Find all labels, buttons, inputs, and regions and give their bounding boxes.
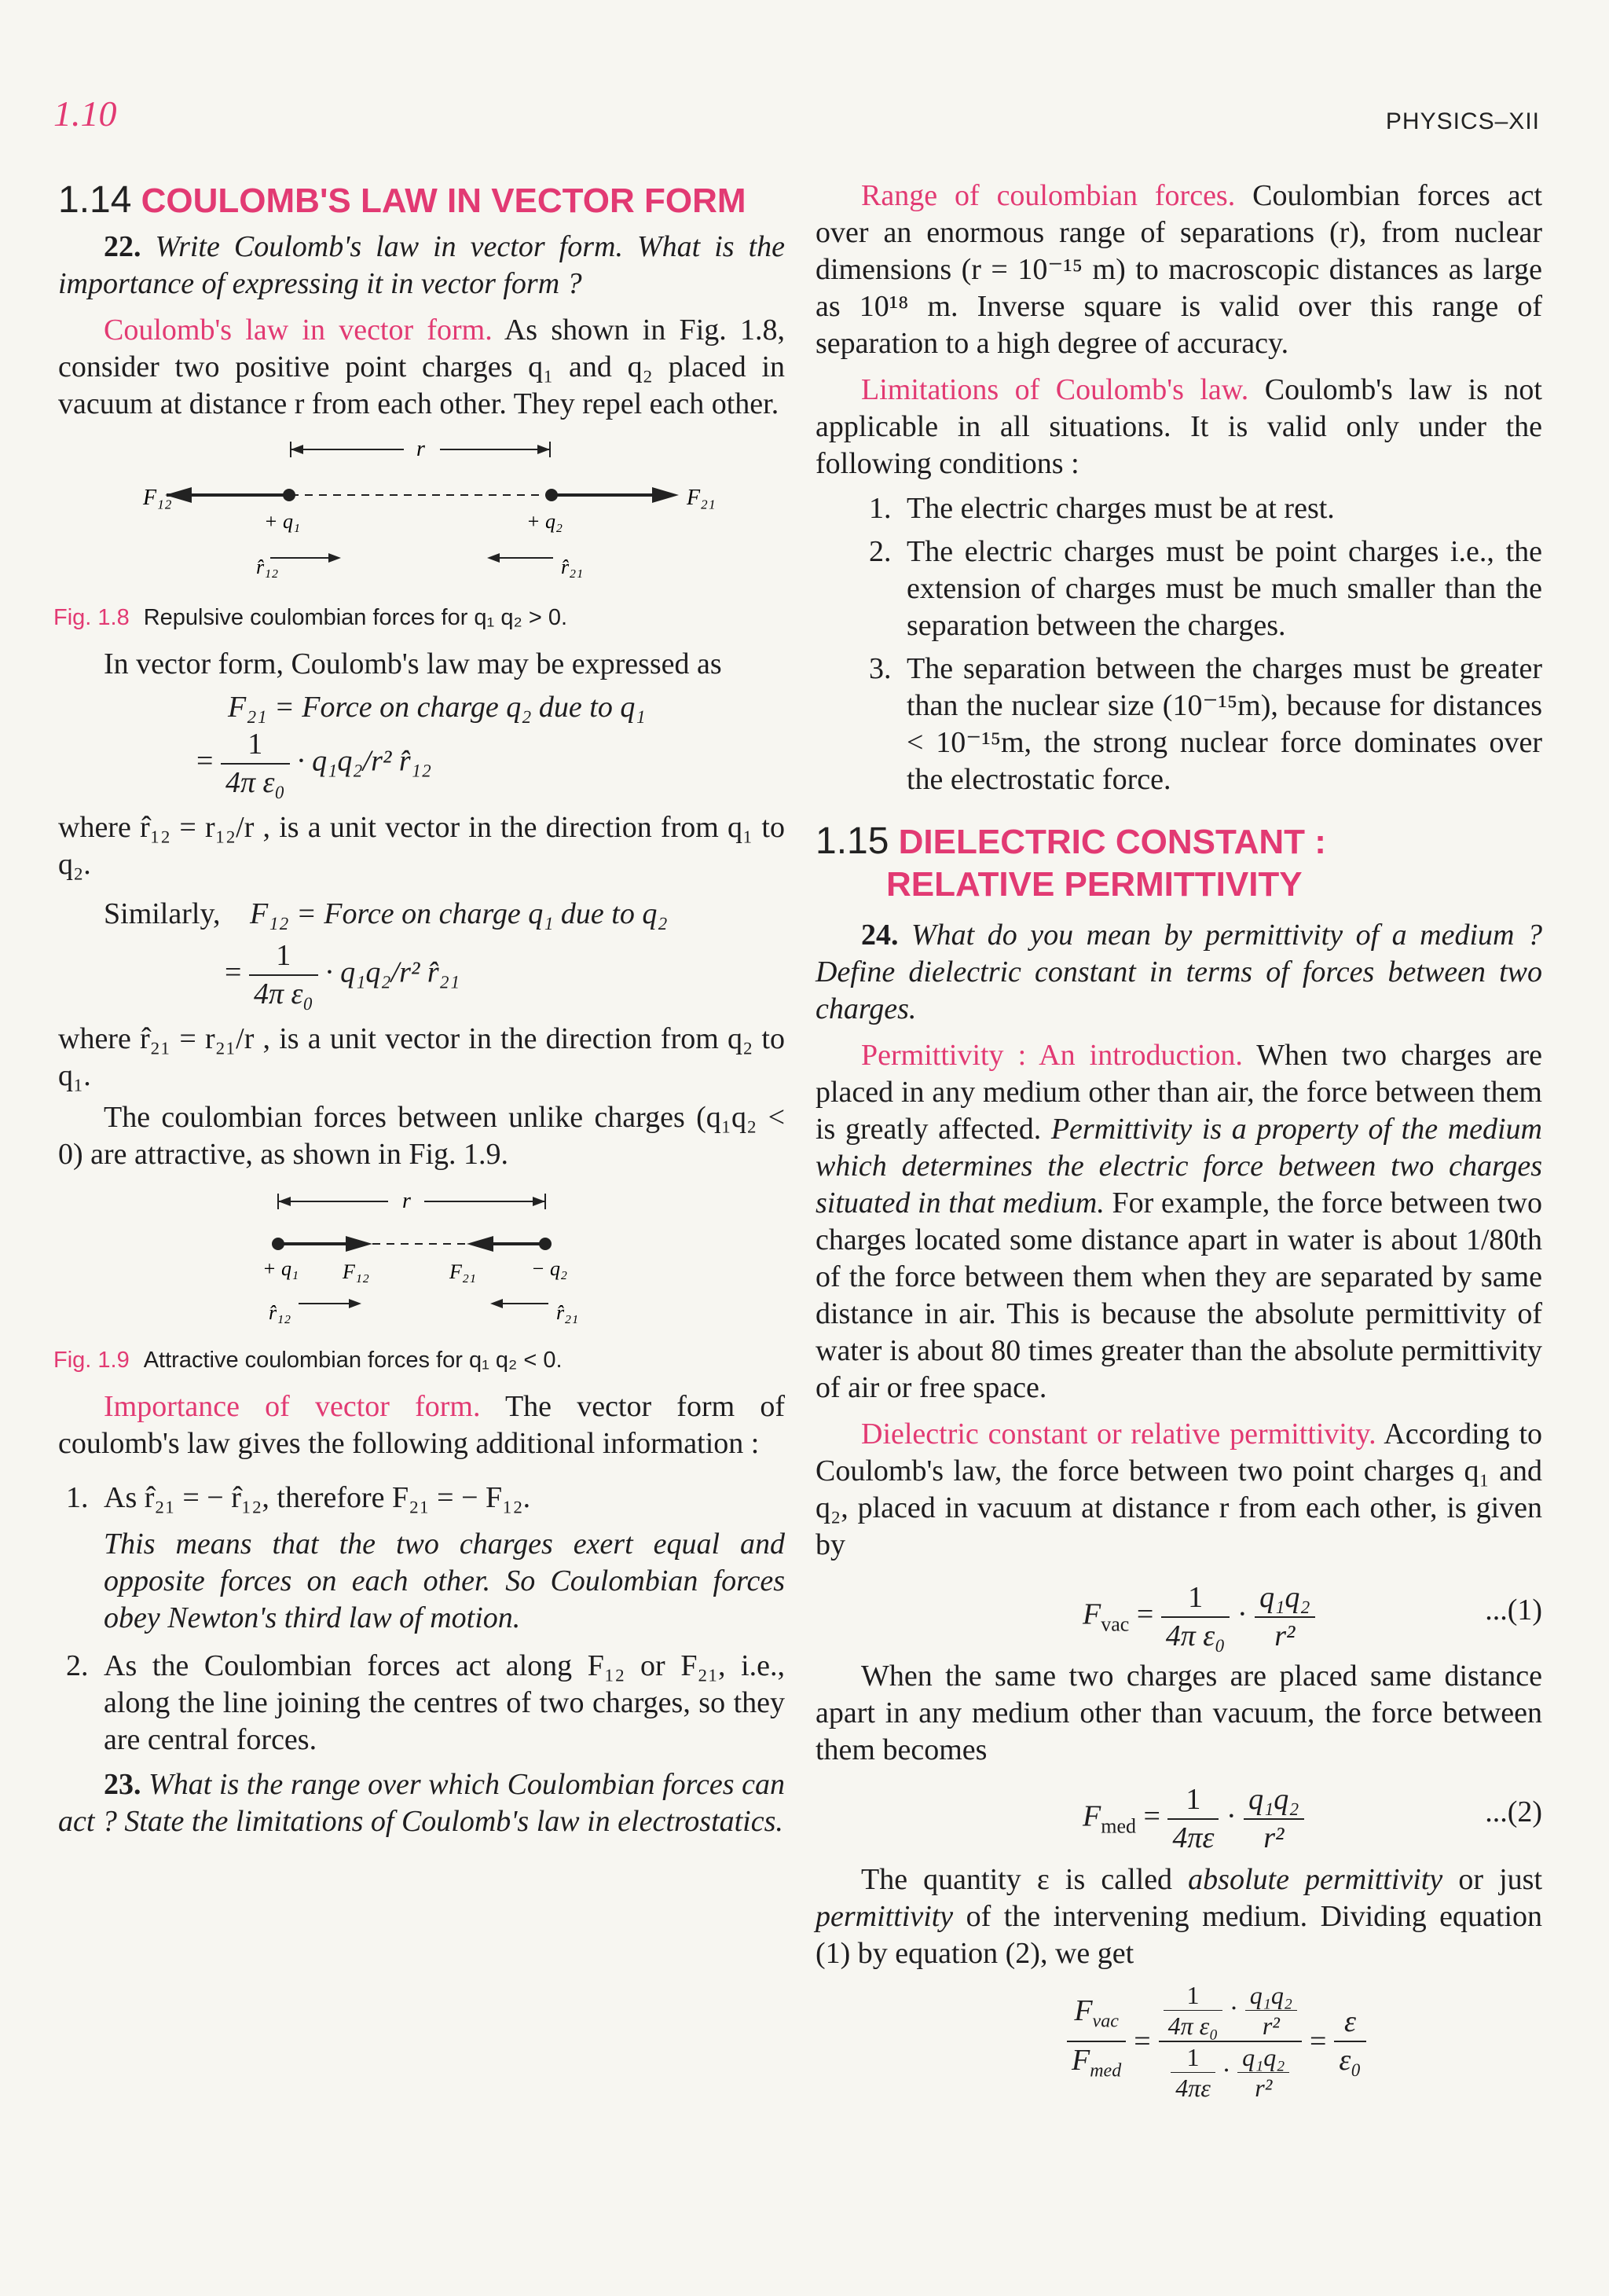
section-1-14-heading	[58, 179, 785, 222]
question-number: 22.	[104, 230, 141, 263]
paragraph-dielectric	[815, 1416, 1542, 1564]
fraction: $\frac{1}{4\pi\varepsilon}$	[1167, 1781, 1219, 1857]
charge-q2-dot	[545, 489, 558, 501]
paragraph-text: The vector form of coulomb's law gives the following additional information :	[58, 1390, 785, 1460]
caption-label: Fig. 1.9	[53, 1348, 130, 1373]
figure-1-8-caption	[53, 602, 785, 633]
question-text: Write Coulomb's law in vector form. What is the importance of expressing it in vector form ?	[58, 230, 786, 300]
question-number: 24.	[861, 919, 899, 952]
paragraph-limitations	[815, 372, 1542, 482]
similarly-label: Similarly,	[104, 897, 221, 930]
charge-q2-dot	[539, 1238, 552, 1250]
caption-label: Fig. 1.8	[53, 605, 130, 630]
equation-f21-tail: · q₁q₂/r² r̂₁₂	[297, 744, 432, 778]
equation-f12: Similarly, F₁₂ = Force on charge q₁ due to q₂ = $\frac{1}{\text{4π ε₀}}$ · q₁q₂/r² r̂₂₁	[58, 896, 785, 1013]
importance-list	[58, 1480, 785, 1759]
fraction: $\frac{1}{\text{4π ε₀}}$ · $\frac{\text{q₁q₂}}{\text{r²}}$ $\frac{1}{4\pi\varepsilon}$ · $\frac{\text{q₁q₂}}{\text{r²}}$	[1159, 1980, 1302, 2103]
equation-tag: ...(1)	[1485, 1594, 1542, 1627]
list-item: 1. The electric charges must be at rest.	[869, 492, 1335, 525]
fraction: $\frac{\text{q₁q₂}}{\text{r²}}$	[1244, 1781, 1303, 1857]
fig18-f12-label: F₁₂	[143, 486, 172, 510]
list-item: 2. As the Coulombian forces act along F₁₂ or F₂₁, i.e., along the line joining the centres of two charges, so they are central forces.	[66, 1649, 785, 1756]
list-item: 1. As r̂₂₁ = − r̂₁₂, therefore F₂₁ = − F₁₂. This means that the two charges exert equal and opposite forces on each other. So Coulombian forces obey Newton's third law of motion.	[66, 1481, 785, 1634]
figure-1-8	[58, 427, 785, 585]
section-title-line-1: DIELECTRIC CONSTANT :	[898, 823, 1326, 861]
fig19-r-label: r	[402, 1189, 411, 1213]
paragraph-importance	[58, 1388, 785, 1462]
question-22	[58, 229, 785, 303]
paragraph-text: Coulombian forces act over an enormous range of separations (r), from nuclear dimensions (r = 10⁻¹⁵ m) to macroscopic distances as large as 10¹⁸ m. Inverse square is valid over this range of separation to a high degree of accuracy.	[815, 179, 1542, 360]
paragraph-text: According to Coulomb's law, the force between two point charges q₁ and q₂, placed in vacuum at distance r from each other, is given by	[815, 1418, 1542, 1561]
caption-text: Repulsive coulombian forces for q₁ q₂ > 0.	[143, 605, 568, 630]
equation-1: $F_{vac}$ = $\frac{1}{\text{4π ε₀}}$ · $\frac{\text{q₁q₂}}{\text{r²}}$ ...(1)	[815, 1568, 1542, 1647]
running-head: PHYSICS–XII	[1385, 108, 1540, 134]
fig18-r12-label: r̂₁₂	[256, 556, 279, 578]
equation-ratio: $\frac{F_{vac}}{F_{med}}$ = $\frac{1}{\text{4π ε₀}}$ · $\frac{\text{q₁q₂}}{\text{r²}}$ $\frac{1}{4\pi\varepsilon}$ · $\frac{\text{q₁q₂}}{\text{r²}}$ = $\frac{\varepsilon}{\text{ε₀}}$	[815, 1975, 1542, 2125]
fraction: $\frac{1}{\text{4π ε₀}}$	[249, 937, 318, 1013]
paragraph-text: As shown in Fig. 1.8, consider two positive point charges q₁ and q₂ placed in vacuum at distance r from each other. They repel each other.	[58, 314, 785, 420]
paragraph-vector-form	[58, 312, 785, 423]
list-item: 2. The electric charges must be point charges i.e., the extension of charges must be much smaller than the separation between the charges.	[869, 535, 1542, 642]
paragraph-text: Coulomb's law is not applicable in all situations. It is valid only under the following conditions :	[815, 373, 1542, 480]
equation-f21: F₂₁ = Force on charge q₂ due to q₁ = $\frac{1}{\text{4π ε₀}}$ · q₁q₂/r² r̂₁₂	[58, 689, 785, 801]
paragraph-where-r12: where r̂₁₂ = r₁₂/r , is a unit vector in the direction from q₁ to q₂.	[58, 811, 785, 881]
equation-2: $F_{med}$ = $\frac{1}{4\pi\varepsilon}$ · $\frac{\text{q₁q₂}}{\text{r²}}$ ...(2)	[815, 1773, 1542, 1852]
fig18-r-label: r	[416, 437, 425, 461]
limitations-list	[815, 490, 1542, 798]
paragraph-lead: Limitations of Coulomb's law.	[861, 373, 1249, 406]
fig19-q2-label: − q₂	[531, 1257, 568, 1280]
figure-1-9-caption	[53, 1344, 785, 1376]
paragraph-where-r21: where r̂₂₁ = r₂₁/r , is a unit vector in the direction from q₂ to q₁.	[58, 1022, 785, 1092]
paragraph-unlike-charges: The coulombian forces between unlike charges (q₁q₂ < 0) are attractive, as shown in Fig. 1.9.	[58, 1101, 785, 1171]
paragraph-permittivity: Permittivity : An introduction. When two charges are placed in any medium other than air, the force between them is greatly affected. Permittivity is a property of the medium which determines the electric force between two charges situated in that medium. For example, the force between two charges located some distance apart in water is about 1/80th of the force between them when they are separated by same distance in air. This is because the absolute permittivity of water is about 80 times greater than the absolute permittivity of air or free space.	[815, 1039, 1542, 1404]
charge-q1-dot	[283, 489, 295, 501]
fraction: $\frac{1}{\text{4π ε₀}}$	[221, 726, 290, 801]
question-23	[58, 1766, 785, 1840]
fig18-q2-label: + q₂	[526, 510, 563, 533]
section-1-15-heading	[815, 820, 1542, 906]
section-number: 1.15	[815, 820, 889, 862]
paragraph-vector-expression: In vector form, Coulomb's law may be expressed as	[104, 647, 722, 680]
paragraph-lead: Range of coulombian forces.	[861, 179, 1236, 212]
fraction: $\frac{F_{vac}}{F_{med}}$	[1067, 1993, 1126, 2089]
left-column	[53, 179, 786, 1840]
fraction: $\frac{\varepsilon}{\text{ε₀}}$	[1334, 2004, 1365, 2079]
fig19-f21-label: F₂₁	[449, 1260, 476, 1283]
paragraph-lead: Permittivity : An introduction.	[861, 1039, 1243, 1072]
question-number: 23.	[104, 1768, 141, 1801]
paragraph-lead: Importance of vector form.	[104, 1390, 481, 1423]
fraction: $\frac{\text{q₁q₂}}{\text{r²}}$	[1255, 1579, 1314, 1655]
figure-1-9	[58, 1178, 785, 1327]
right-column	[815, 178, 1542, 2125]
section-title: COULOMB'S LAW IN VECTOR FORM	[141, 182, 746, 220]
equation-tag: ...(2)	[1485, 1795, 1542, 1828]
fig19-f12-label: F₁₂	[343, 1260, 369, 1283]
fig18-r21-label: r̂₂₁	[561, 556, 584, 578]
section-title-line-2: RELATIVE PERMITTIVITY	[886, 865, 1303, 904]
equation-f12-lhs: F₁₂ = Force on charge q₁ due to q₂	[249, 897, 668, 930]
list-item: 3. The separation between the charges must be greater than the nuclear size (10⁻¹⁵m), because for distances < 10⁻¹⁵m, the strong nuclear force dominates over the electrostatic force.	[869, 652, 1542, 796]
fig19-r21-label: r̂₂₁	[556, 1301, 579, 1324]
fig18-f21-label: F₂₁	[687, 486, 716, 510]
question-text: What is the range over which Coulombian forces can act ? State the limitations of Coulomb's law in electrostatics.	[58, 1768, 785, 1838]
equation-f12-tail: · q₁q₂/r² r̂₂₁	[325, 955, 460, 989]
paragraph-range	[815, 178, 1542, 362]
paragraph-quantity: The quantity ε is called absolute permittivity or just permittivity of the intervening medium. Dividing equation (1) by equation (2), we get	[815, 1863, 1543, 1970]
fig18-q1-label: + q₁	[264, 510, 301, 533]
fraction: $\frac{1}{\text{4π ε₀}}$	[1161, 1579, 1230, 1655]
question-text: What do you mean by permittivity of a medium ? Define dielectric constant in terms of forces between two charges.	[815, 919, 1543, 1025]
question-24	[815, 917, 1542, 1028]
equation-f21-lhs: F₂₁ = Force on charge q₂ due to q₁	[228, 691, 646, 724]
section-number: 1.14	[58, 179, 132, 221]
paragraph-same-charges: When the same two charges are placed same distance apart in any medium other than vacuum, the force between them becomes	[815, 1660, 1542, 1766]
paragraph-lead: Dielectric constant or relative permittivity.	[861, 1418, 1376, 1451]
caption-text: Attractive coulombian forces for q₁ q₂ < 0.	[143, 1348, 563, 1373]
paragraph-lead: Coulomb's law in vector form.	[104, 314, 493, 347]
fig19-r12-label: r̂₁₂	[269, 1301, 291, 1324]
page-number: 1.10	[53, 94, 117, 134]
fig19-q1-label: + q₁	[262, 1257, 299, 1280]
